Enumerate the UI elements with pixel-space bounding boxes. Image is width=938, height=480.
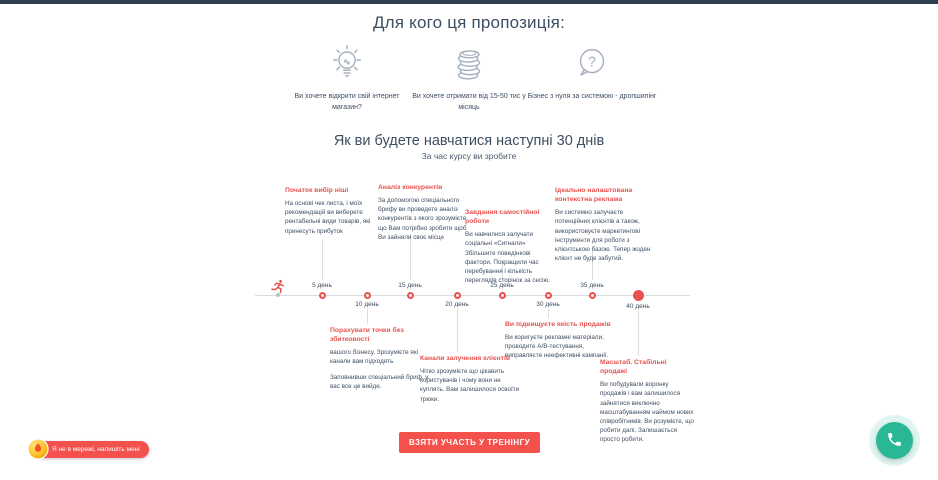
callback-phone-button[interactable] (876, 422, 913, 459)
timeline-milestone (465, 208, 555, 285)
svg-text:?: ? (588, 54, 596, 71)
timeline-milestone (505, 320, 615, 361)
milestone-title: Ви підвищуєте якість продажів (505, 321, 611, 328)
timeline-dot-day20 (454, 292, 461, 299)
chat-widget-icon[interactable] (27, 438, 49, 460)
day-label: 20 день (445, 301, 469, 308)
audience-section-title: Для кого ця пропозиція: (372, 13, 566, 32)
audience-item-income (404, 42, 534, 114)
timeline-dot-day25 (499, 292, 506, 299)
timeline-dot-day40 (633, 290, 644, 301)
day-label: 10 день (355, 301, 379, 308)
timeline-dot-day5 (319, 292, 326, 299)
timeline-milestone (420, 354, 524, 404)
timeline-dot-day30 (545, 292, 552, 299)
milestone-title: Аналіз конкурентів (378, 184, 443, 191)
audience-item-label: Ви хочете отримати від 15-50 тис у місяць (412, 93, 526, 111)
milestone-body: Ви системно залучаєте потенційних клієнтів а також, використовуєте маркетингові інструменти для роботи з клієнтською базою. Тепер жоден клієнт не буде забутий. (555, 209, 651, 262)
timeline-dot-day15 (407, 292, 414, 299)
connector-line (457, 309, 458, 352)
milestone-body: Ви навчилися залучати соціальні «Сигнали» Збільшите поведінкові фактори. Покращили час перебування і кількість переглядів сторінок за сесію. (465, 231, 550, 284)
milestone-body: вашого бізнесу. Зрозумієте які канали вам підходять (330, 349, 418, 366)
connector-line (548, 309, 549, 318)
runner-icon (270, 279, 287, 294)
top-accent-bar (0, 0, 938, 4)
day-label: 5 день (312, 282, 332, 289)
timeline-dot-day10 (364, 292, 371, 299)
milestone-title: Масштаб. Стабільні продажі (600, 359, 667, 376)
milestone-body-2: Заповнивши спеціальний бриф, у вас все це вийде. (330, 373, 429, 390)
milestone-title: Порахувати точки без збитковості (330, 327, 404, 344)
day-label: 40 день (626, 303, 650, 310)
audience-item-label: Ви хочете відкрити свій інтернет магазин? (294, 93, 400, 111)
connector-line (367, 309, 368, 324)
milestone-body: Ви побудували воронку продажів і вам залишилося зайнятися виключно масштабуванням наймом нових співробітників. Ви розумієте, що робити далі. Залишається просто робити. (600, 381, 694, 444)
timeline-milestone (285, 186, 373, 236)
day-label: 15 день (398, 282, 422, 289)
milestone-title: Ідеально налаштована контекстна реклама (555, 187, 633, 204)
audience-item-label: Бізнес з нуля за системою - дропшипінг (527, 93, 657, 100)
day-label: 30 день (536, 301, 560, 308)
audience-item-shop (282, 42, 412, 114)
milestone-body: На основі чек листа, і моїх рекомендацій ви виберете рентабельні види товарів, які принесуть прибуток (285, 200, 371, 235)
milestone-title: Канали залучення клієнтів (420, 355, 511, 362)
connector-line (322, 239, 323, 280)
day-label: 25 день (490, 282, 514, 289)
timeline-dot-day35 (589, 292, 596, 299)
day-label: 35 день (580, 282, 604, 289)
course-section-subtitle: За час курсу ви зробите (421, 151, 517, 161)
audience-item-dropshipping (527, 42, 657, 103)
timeline-milestone (600, 358, 694, 444)
milestone-title: Початок вибір ніші (285, 187, 349, 194)
course-section-title: Як ви будете навчатися наступні 30 днів (333, 133, 605, 149)
lightbulb-icon (324, 42, 370, 84)
milestone-body: За допомогою спеціального брифу ви проведете аналіз конкурентів з якого зрозумієте що Вам потрібно зробити щоб Ви зайняли своє місце (378, 197, 467, 241)
milestone-body: Чітко зрозумієте що цікавить користувачів і чому вони не куплять. Вам залишилося освоїти трюки. (420, 368, 520, 403)
connector-line (638, 311, 639, 356)
question-icon (569, 42, 615, 84)
join-training-button[interactable]: ВЗЯТИ УЧАСТЬ У ТРЕНІНГУ (399, 432, 540, 453)
chat-offline-badge[interactable]: Я не в мережі, напишіть мені (36, 441, 149, 458)
timeline-start-dot (276, 293, 280, 297)
phone-icon (886, 431, 903, 451)
timeline-milestone (378, 183, 470, 242)
coins-icon (446, 42, 492, 84)
milestone-body: Ви коригуєте рекламні матеріали, проводите А/В-тестування, виправляєте неефективні кампанії. (505, 334, 609, 360)
milestone-title: Завдання самостійної роботи (465, 209, 540, 226)
timeline-milestone (555, 186, 655, 263)
